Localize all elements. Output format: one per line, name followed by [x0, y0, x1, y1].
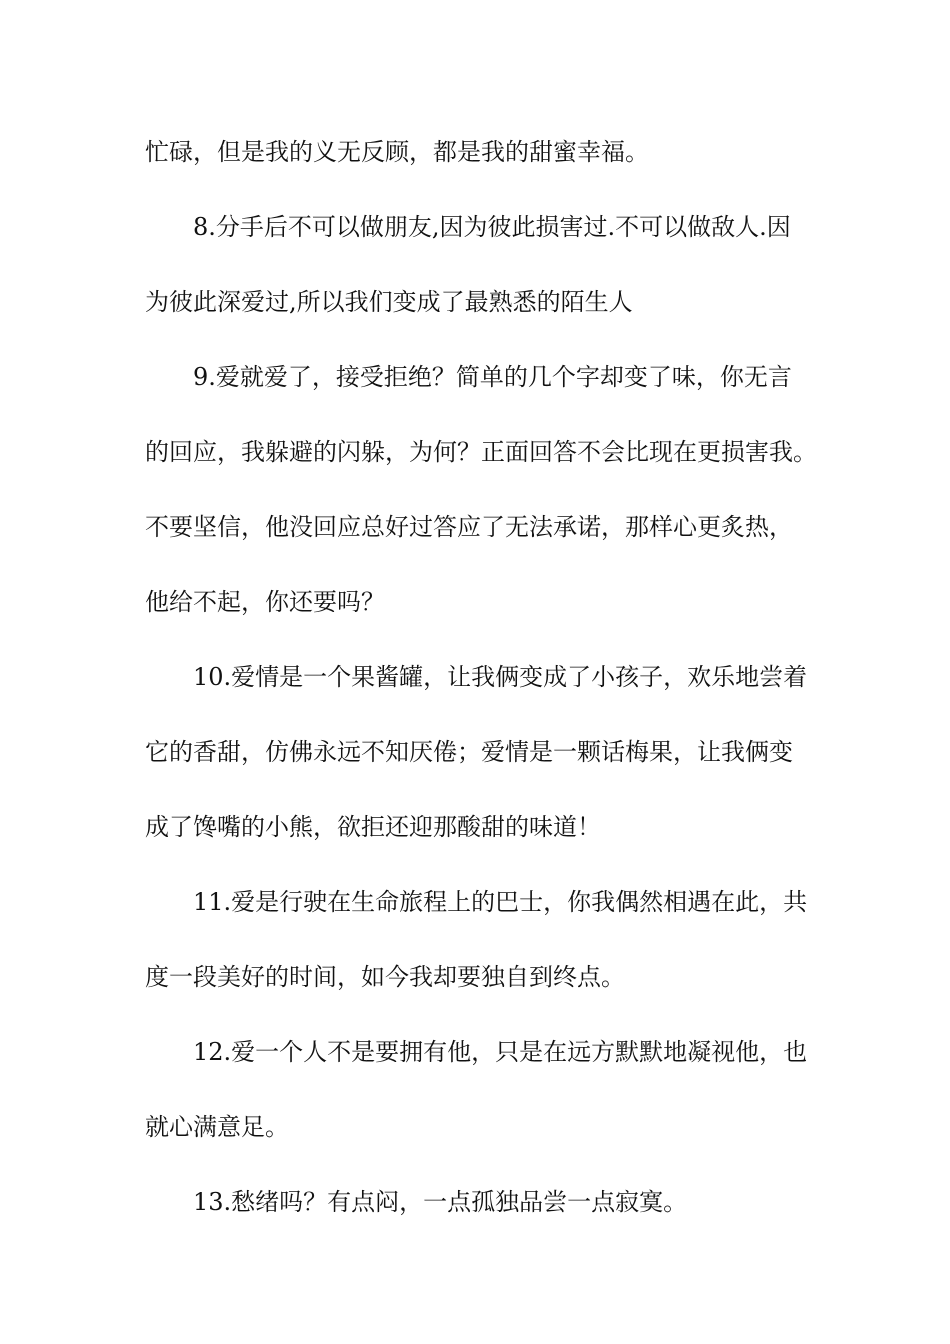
text-line: 的回应，我躲避的闪躲，为何？正面回答不会比现在更损害我。 [145, 438, 817, 466]
text-line: 8.分手后不可以做朋友,因为彼此损害过.不可以做敌人.因 [193, 213, 791, 241]
text-line: 就心满意足。 [145, 1113, 289, 1141]
text-line: 9.爱就爱了，接受拒绝？简单的几个字却变了味，你无言 [193, 363, 792, 391]
text-line: 他给不起，你还要吗？ [145, 588, 385, 616]
text-line: 13.愁绪吗？有点闷，一点孤独品尝一点寂寞。 [193, 1188, 688, 1216]
text-line: 12.爱一个人不是要拥有他，只是在远方默默地凝视他，也 [193, 1038, 808, 1066]
text-line: 10.爱情是一个果酱罐，让我俩变成了小孩子，欢乐地尝着 [193, 663, 808, 691]
text-line: 不要坚信，他没回应总好过答应了无法承诺，那样心更炙热， [145, 513, 793, 541]
text-line: 成了馋嘴的小熊，欲拒还迎那酸甜的味道！ [145, 813, 601, 841]
text-line: 它的香甜，仿佛永远不知厌倦；爱情是一颗话梅果，让我俩变 [145, 738, 793, 766]
text-line: 11.爱是行驶在生命旅程上的巴士，你我偶然相遇在此，共 [193, 888, 808, 916]
text-line: 忙碌，但是我的义无反顾，都是我的甜蜜幸福。 [145, 138, 649, 166]
text-line: 为彼此深爱过,所以我们变成了最熟悉的陌生人 [145, 288, 633, 316]
text-line: 度一段美好的时间，如今我却要独自到终点。 [145, 963, 625, 991]
